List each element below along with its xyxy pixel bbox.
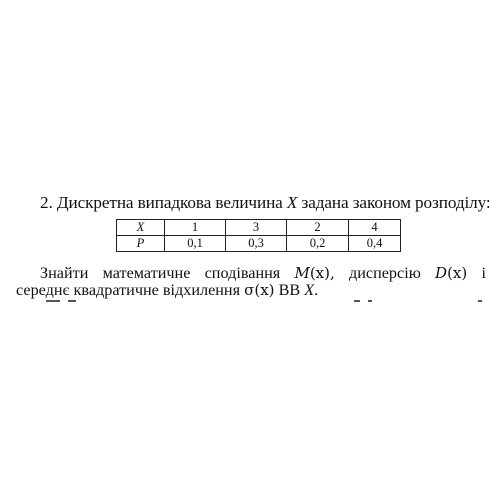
formula-argument: (x) (447, 264, 468, 282)
distribution-table (116, 219, 401, 252)
table-cell: 3 (226, 220, 287, 236)
table-row (117, 220, 401, 236)
task-line-1 (16, 265, 486, 282)
formula-expectation (294, 265, 334, 282)
formula-symbol: D (435, 264, 448, 282)
table-cell: 4 (349, 220, 401, 236)
task-text-fragment: . (314, 281, 319, 299)
row-label-x: X (117, 220, 165, 236)
formula-argument: (x) (254, 281, 275, 299)
table-cell: 0,3 (226, 236, 287, 252)
heading-variable: X (286, 193, 298, 212)
heading-suffix: задана законом розподілу: (297, 193, 491, 212)
task-variable: X (304, 281, 315, 299)
formula-std-deviation (244, 281, 274, 299)
task-word: дисперсію (349, 264, 421, 282)
table-cell: 0,1 (165, 236, 226, 252)
task-text-fragment: ВВ (274, 281, 305, 299)
cropped-next-line (16, 300, 486, 304)
formula-symbol: M (294, 264, 310, 282)
formula-argument: (x), (309, 264, 335, 282)
heading-prefix: 2. Дискретна випадкова величина (40, 193, 287, 212)
task-word: Знайти (40, 264, 89, 282)
problem-heading (40, 193, 491, 213)
row-label-p: P (117, 236, 165, 252)
task-word: сподівання (204, 264, 281, 282)
task-text-fragment: середнє квадратичне відхилення (16, 281, 245, 299)
formula-variance (435, 265, 467, 282)
table-cell: 2 (287, 220, 349, 236)
formula-symbol: σ (244, 281, 255, 299)
task-word: і (481, 264, 486, 282)
table-row (117, 236, 401, 252)
task-text (16, 265, 486, 299)
task-word: математичне (102, 264, 191, 282)
table-cell: 0,2 (287, 236, 349, 252)
table-cell: 0,4 (349, 236, 401, 252)
task-line-2 (16, 282, 486, 299)
table-cell: 1 (165, 220, 226, 236)
